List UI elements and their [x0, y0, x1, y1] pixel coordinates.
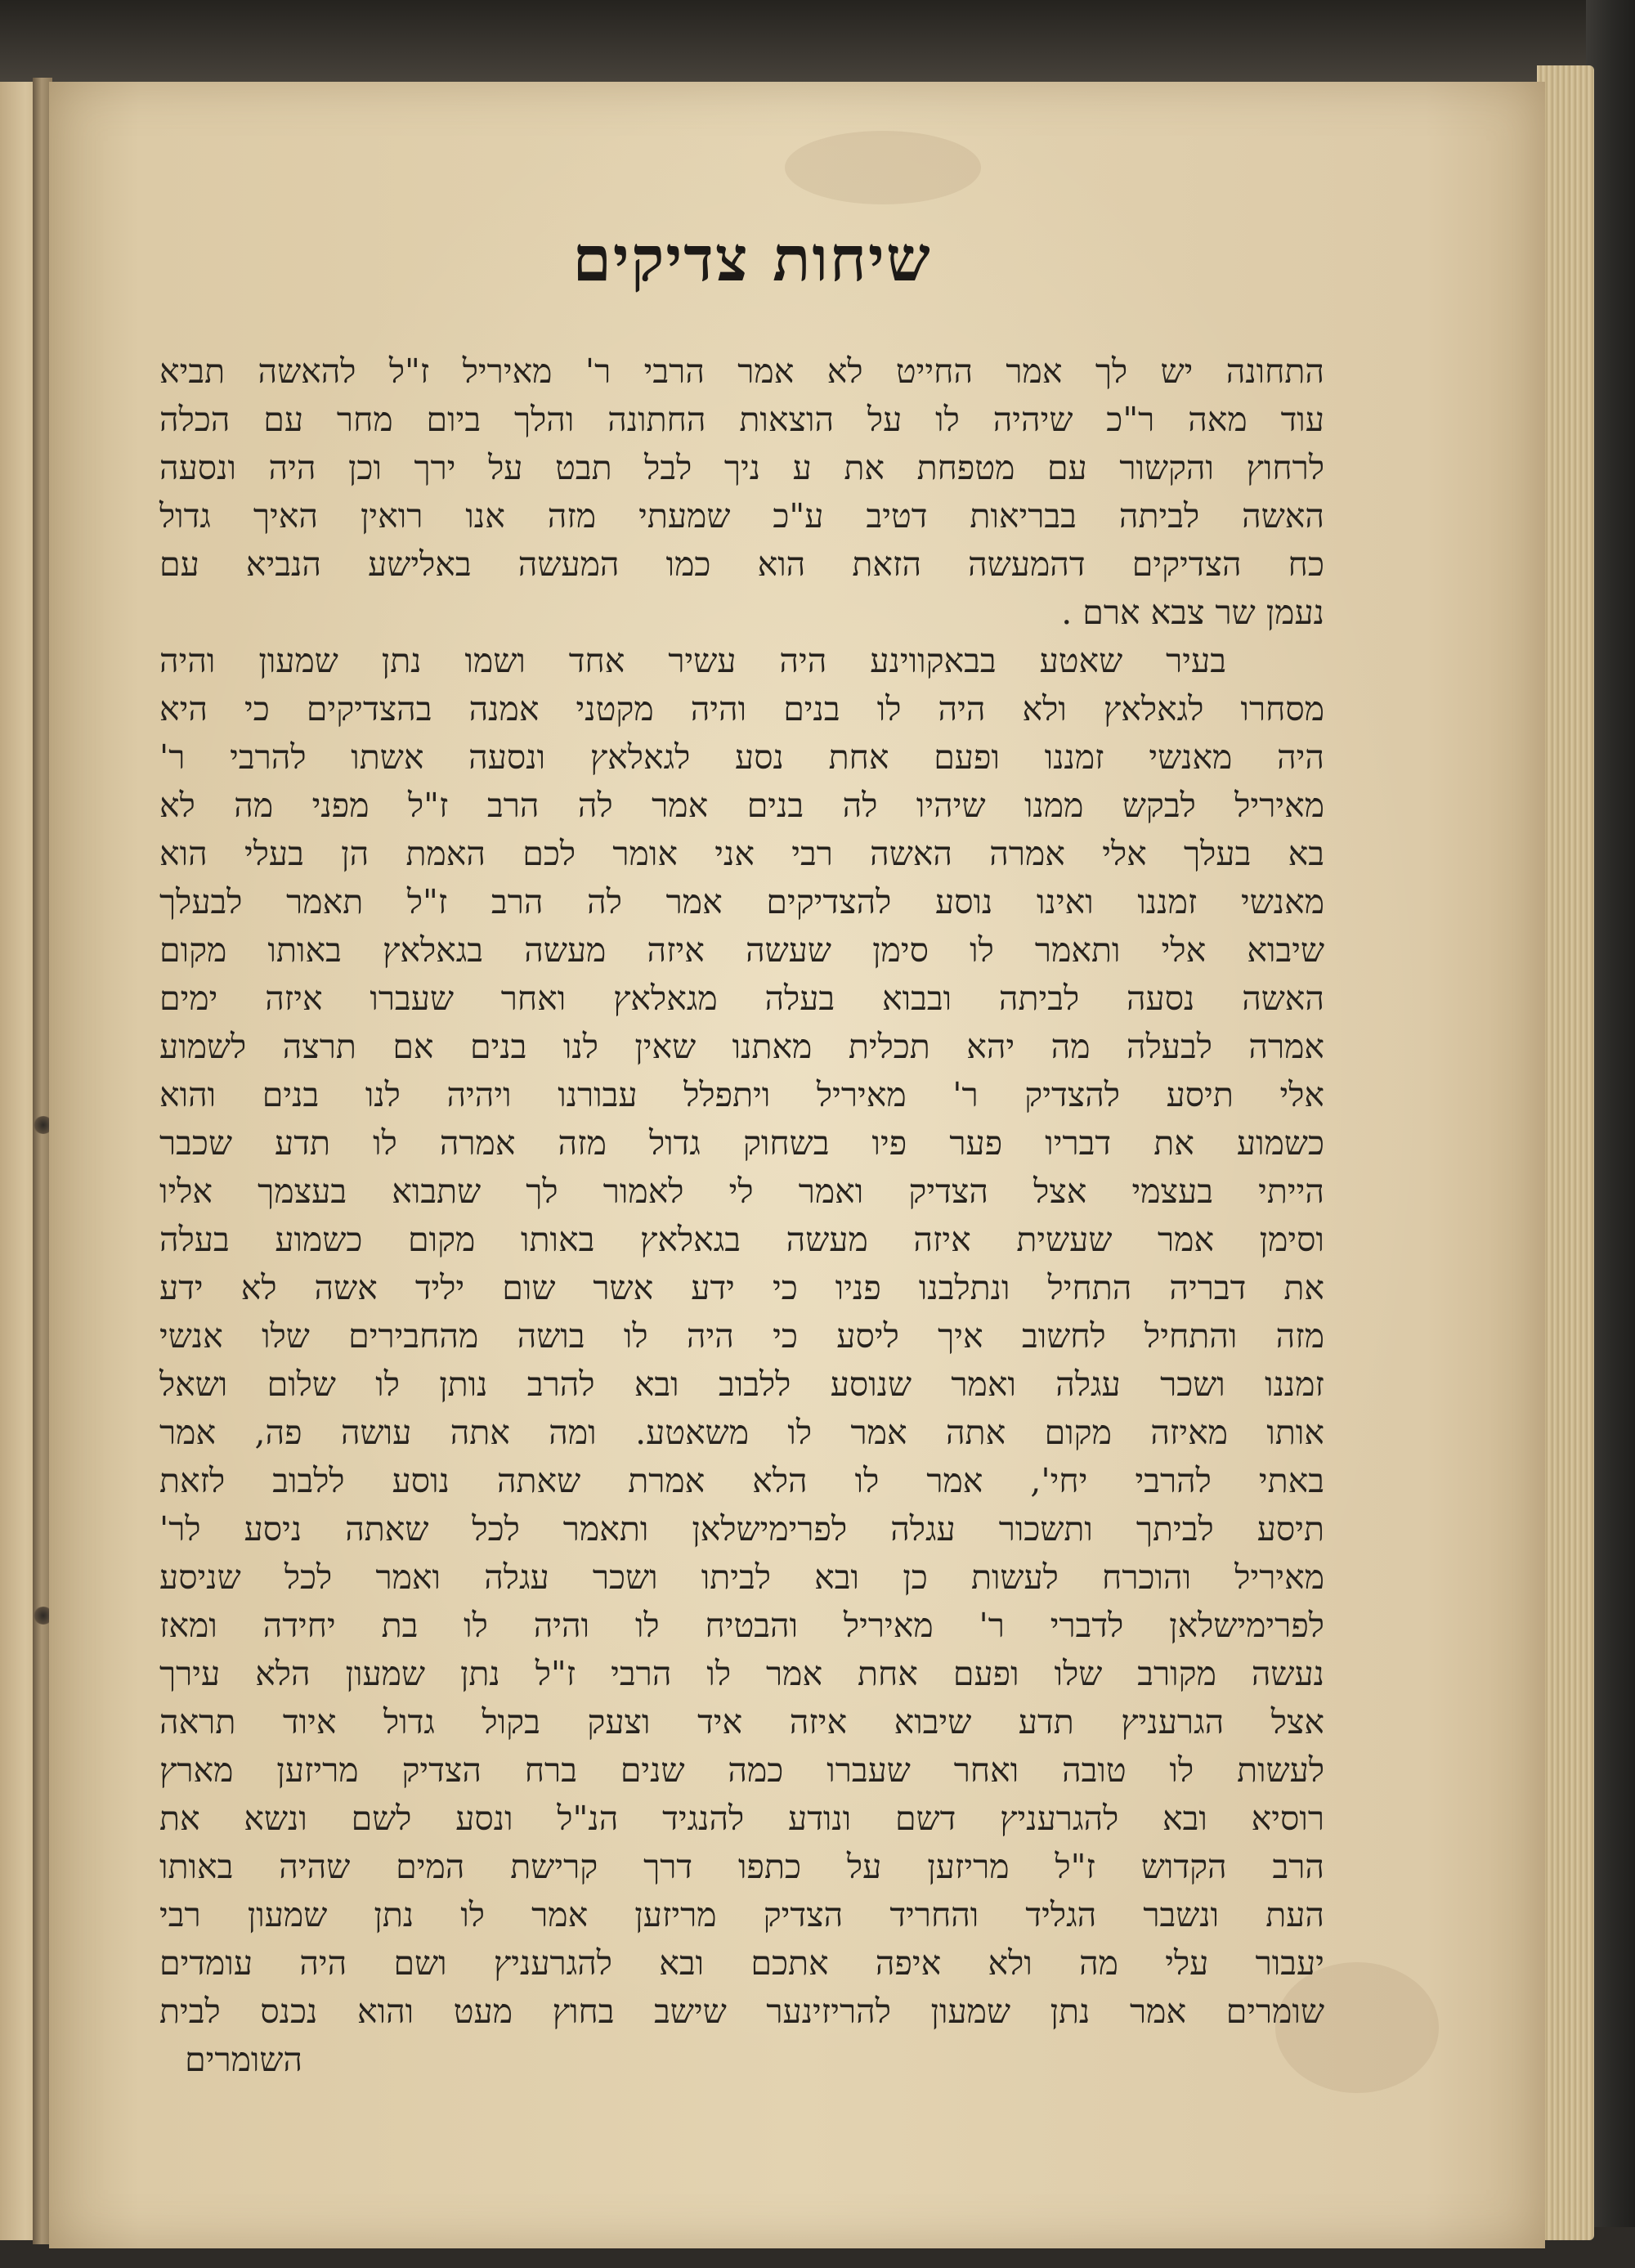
text-line: אמרה לבעלה מה יהא תכלית מאתנו שאין לנו בנים אם תרצה לשמוע: [159, 1027, 1324, 1066]
text-line: זמננו ושכר עגלה ואמר שנוסע ללבוב ובא להרב נותן לו שלום ושאל: [159, 1365, 1324, 1404]
text-line: אותו מאיזה מקום אתה אמר לו משאטע. ומה אתה עושה פה, אמר: [159, 1413, 1324, 1452]
text-line: מאיריל והוכרח לעשות כן ובא לביתו ושכר עגלה ואמר לכל שניסע: [159, 1558, 1324, 1597]
text-line: היה מאנשי זמננו ופעם אחת נסע לגאלאץ ונסעה אשתו להרבי ר': [159, 737, 1324, 777]
text-line: כח הצדיקים דהמעשה הזאת הוא כמו המעשה באלישע הנביא עם: [159, 545, 1324, 584]
page-title: שיחות צדיקים: [572, 222, 932, 295]
text-line: הרב הקדוש ז"ל מריזען על כתפו דרך קרישת המים שהיה באותו: [159, 1847, 1324, 1886]
book-cover-top: [0, 0, 1635, 90]
page-edges: [1537, 65, 1594, 2240]
text-line: העת ונשבר הגליד והחריד הצדיק מריזען אמר לו נתן שמעון רבי: [159, 1895, 1324, 1934]
text-line: בא בעלך אלי אמרה האשה רבי אני אומר לכם האמת הן בעלי הוא: [159, 834, 1324, 873]
text-line: האשה נסעה לביתה ובבוא בעלה מגאלאץ ואחר שעברו איזה ימים: [159, 979, 1324, 1018]
text-line: מזה והתחיל לחשוב איך ליסע כי היה לו בושה מהחבירים שלו אנשי: [159, 1316, 1324, 1356]
text-line: לעשות לו טובה ואחר שעברו כמה שנים ברח הצדיק מריזען מארץ: [159, 1750, 1324, 1790]
text-line: תיסע לביתך ותשכור עגלה לפרימישלאן ותאמר לכל שאתה ניסע לר': [159, 1509, 1324, 1549]
page-stain: [785, 131, 981, 204]
text-line: אצל הגרעניץ תדע שיבוא איזה איד וצעק בקול גדול איוד תראה: [159, 1702, 1324, 1741]
text-line: רוסיא ובא להגרעניץ דשם ונודע להנגיד הנ"ל ונסע לשם ונשא את: [159, 1799, 1324, 1838]
text-line: באתי להרבי יחי', אמר לו הלא אמרת שאתה נוסע ללבוב לזאת: [159, 1461, 1324, 1500]
text-line: כשמוע את דבריו פער פיו בשחוק גדול מזה אמרה לו תדע שכבר: [159, 1123, 1324, 1163]
text-line: עוד מאה ר"כ שיהיה לו על הוצאות החתונה והלך ביום מחר עם הכלה: [159, 400, 1324, 439]
text-line: שומרים אמר נתן שמעון להריזינער שישב בחוץ מעט והוא נכנס לבית: [159, 1992, 1324, 2031]
text-line: נעמן שר צבא ארם .: [1061, 593, 1324, 632]
text-line: את דבריה התחיל ונתלבנו פניו כי ידע אשר שום יליד אשה לא ידע: [159, 1268, 1324, 1307]
text-line: מאיריל לבקש ממנו שיהיו לה בנים אמר לה הרב ז"ל מפני מה לא: [159, 786, 1324, 825]
text-line: בעיר שאטע בבאקווינע היה עשיר אחד ושמו נתן שמעון והיה: [159, 641, 1226, 680]
text-line: התחונה יש לך אמר החייט לא אמר הרבי ר' מאיריל ז"ל להאשה תביא: [159, 352, 1324, 391]
text-line: שיבוא אלי ותאמר לו סימן שעשה איזה מעשה בגאלאץ באותו מקום: [159, 930, 1324, 970]
text-line: מסחרו לגאלאץ ולא היה לו בנים והיה מקטני אמנה בהצדיקים כי היא: [159, 689, 1324, 728]
text-line: לרחוץ והקשור עם מטפחת את ע ניך לבל תבט על ירך וכן היה ונסעה: [159, 448, 1324, 487]
page-body-text: [159, 347, 1324, 2084]
book-page: [49, 82, 1545, 2248]
text-line: השומרים: [185, 2040, 302, 2079]
text-line: וסימן אמר שעשית איזה מעשה בגאלאץ באותו מקום כשמוע בעלה: [159, 1220, 1324, 1259]
text-line: מאנשי זמננו ואינו נוסע להצדיקים אמר לה הרב ז"ל תאמר לבעלך: [159, 882, 1324, 921]
text-line: יעבור עלי מה ולא איפה אתכם ובא להגרעניץ ושם היה עומדים: [159, 1943, 1324, 1983]
text-line: נעשה מקורב שלו ופעם אחת אמר לו הרבי ז"ל נתן שמעון הלא עירך: [159, 1654, 1324, 1693]
text-line: הייתי בעצמי אצל הצדיק ואמר לי לאמור לך שתבוא בעצמך אליו: [159, 1172, 1324, 1211]
text-line: לפרימישלאן לדברי ר' מאיריל והבטיח לו והיה לו בת יחידה ומאז: [159, 1606, 1324, 1645]
text-line: אלי תיסע להצדיק ר' מאיריל ויתפלל עבורנו ויהיה לנו בנים והוא: [159, 1075, 1324, 1114]
text-line: האשה לביתה בבריאות דטיב ע"כ שמעתי מזה אנו רואין האיך גדול: [159, 496, 1324, 536]
